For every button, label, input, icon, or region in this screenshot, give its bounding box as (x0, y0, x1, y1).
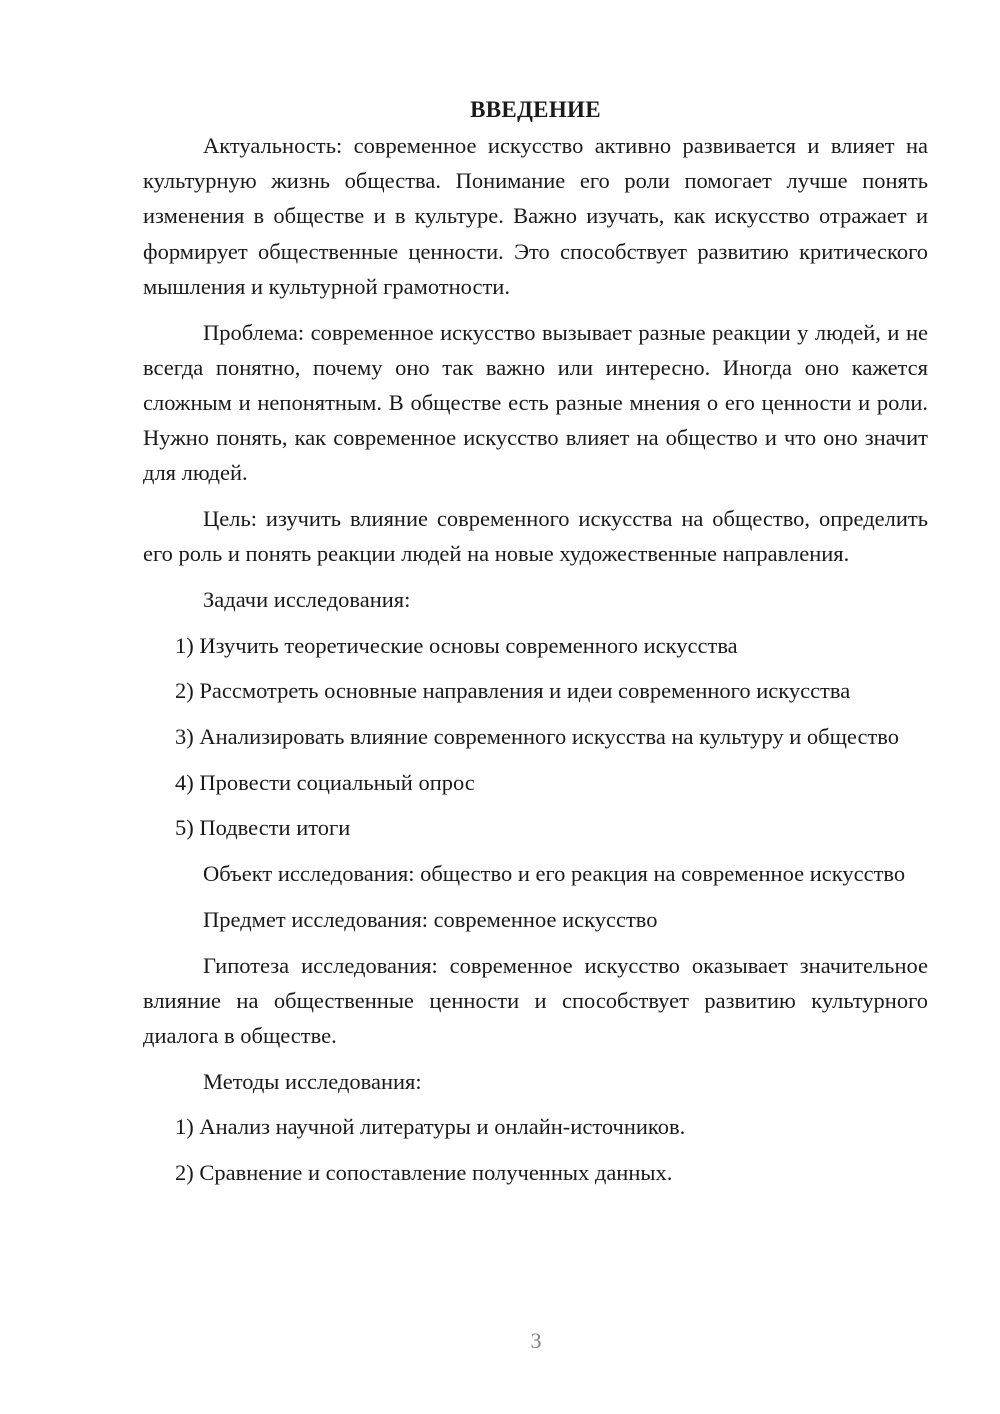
task-item: 4) Провести социальный опрос (175, 769, 475, 795)
tasks-heading: Задачи исследования: (203, 586, 411, 612)
task-item: 3) Анализировать влияние современного искусства на культуру и общество (175, 724, 900, 750)
relevance-paragraph: Актуальность: современное искусство активно развивается и влияет на культурную жизнь общества. Понимание его роли помогает лучше понять изменения в обществе и в культуре. Важно изучать, как искусство отражает и формирует общественные ценности. Это способствует развитию критического мышления и культурной грамотности. (143, 133, 928, 299)
goal-paragraph: Цель: изучить влияние современного искусства на общество, определить его роль и понять реакции людей на новые художественные направления. (143, 506, 928, 567)
task-item: 5) Подвести итоги (175, 815, 351, 841)
method-item: 2) Сравнение и сопоставление полученных данных. (175, 1160, 673, 1186)
page-title: ВВЕДЕНИЕ (470, 97, 601, 122)
task-item: 2) Рассмотреть основные направления и идеи современного искусства (175, 678, 851, 704)
subject-paragraph: Предмет исследования: современное искусство (203, 906, 658, 932)
method-item: 1) Анализ научной литературы и онлайн-источников. (175, 1114, 686, 1140)
object-paragraph: Объект исследования: общество и его реакция на современное искусство (203, 861, 906, 887)
hypothesis-paragraph: Гипотеза исследования: современное искусство оказывает значительное влияние на общественные ценности и способствует развитию культурного диалога в обществе. (143, 952, 928, 1048)
page-number: 3 (530, 1328, 542, 1353)
task-item: 1) Изучить теоретические основы современного искусства (175, 632, 738, 658)
methods-heading: Методы исследования: (203, 1068, 422, 1094)
problem-paragraph: Проблема: современное искусство вызывает разные реакции у людей, и не всегда понятно, почему оно так важно или интересно. Иногда оно кажется сложным и непонятным. В обществе есть разные мнения о его ценности и роли. Нужно понять, как современное искусство влияет на общество и что оно значит для людей. (143, 319, 928, 486)
document-page (143, 92, 928, 1201)
